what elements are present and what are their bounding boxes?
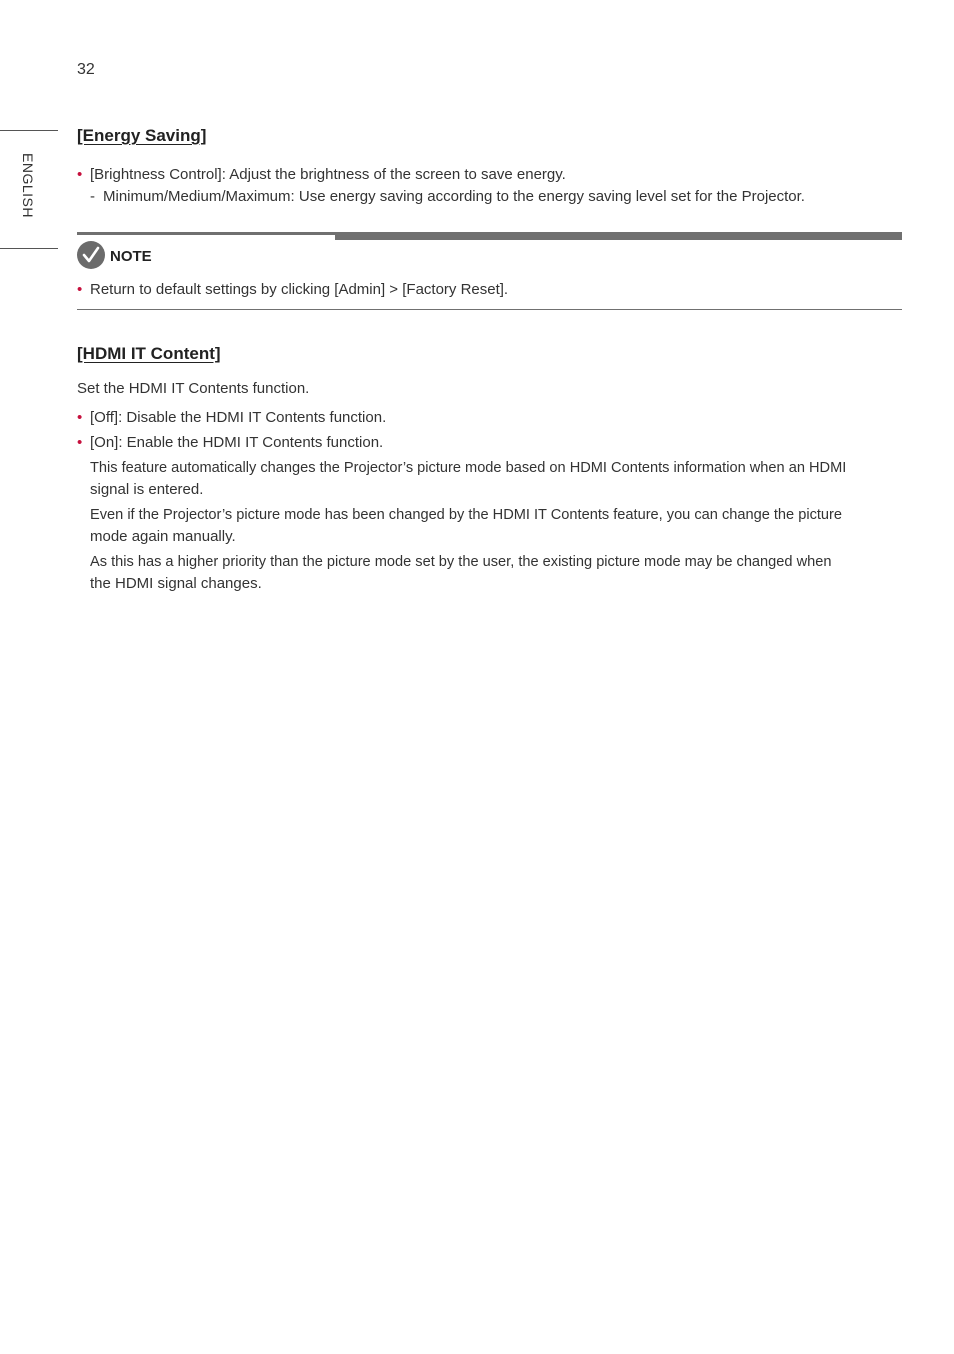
hdmi-paragraph-3-line-1: As this has a higher priority than the picture mode set by the user, the existing picture mode may be changed when bbox=[90, 554, 832, 570]
language-side-tab bbox=[0, 130, 58, 249]
page-number: 32 bbox=[77, 61, 95, 78]
checkmark-icon bbox=[77, 241, 105, 269]
hdmi-paragraph-2-line-1: Even if the Projector’s picture mode has been changed by the HDMI IT Contents feature, you can change the picture bbox=[90, 507, 843, 523]
note-top-rule-thick bbox=[335, 232, 902, 240]
note-bottom-rule bbox=[77, 309, 902, 310]
language-label: ENGLISH bbox=[20, 153, 36, 218]
bullet-dot-icon: • bbox=[77, 166, 83, 183]
hdmi-paragraph-3-line-2: the HDMI signal changes. bbox=[90, 575, 262, 592]
hdmi-it-content-title: [HDMI IT Content] bbox=[77, 344, 221, 363]
bullet-dot-icon: • bbox=[77, 281, 83, 298]
bullet-dot-icon: • bbox=[77, 409, 83, 426]
note-text: Return to default settings by clicking [Admin] > [Factory Reset]. bbox=[90, 281, 509, 298]
hdmi-paragraph-1-line-1: This feature automatically changes the Projector’s picture mode based on HDMI Contents information when an HDMI bbox=[90, 460, 847, 476]
hdmi-off-text: [Off]: Disable the HDMI IT Contents function. bbox=[90, 409, 387, 426]
hdmi-on-text: [On]: Enable the HDMI IT Contents function. bbox=[90, 434, 384, 451]
dash-icon: - bbox=[90, 188, 95, 205]
note-top-rule bbox=[77, 232, 335, 235]
hdmi-intro-text: Set the HDMI IT Contents function. bbox=[77, 380, 310, 397]
hdmi-paragraph-1-line-2: signal is entered. bbox=[90, 481, 204, 498]
note-box bbox=[77, 232, 902, 310]
note-label: NOTE bbox=[110, 248, 152, 265]
hdmi-paragraph-2-line-2: mode again manually. bbox=[90, 528, 236, 545]
energy-level-text: Minimum/Medium/Maximum: Use energy saving according to the energy saving level set for the Projector. bbox=[103, 188, 805, 205]
bullet-dot-icon: • bbox=[77, 434, 83, 451]
brightness-control-text: [Brightness Control]: Adjust the brightness of the screen to save energy. bbox=[90, 166, 566, 183]
energy-saving-title: [Energy Saving] bbox=[77, 126, 207, 145]
